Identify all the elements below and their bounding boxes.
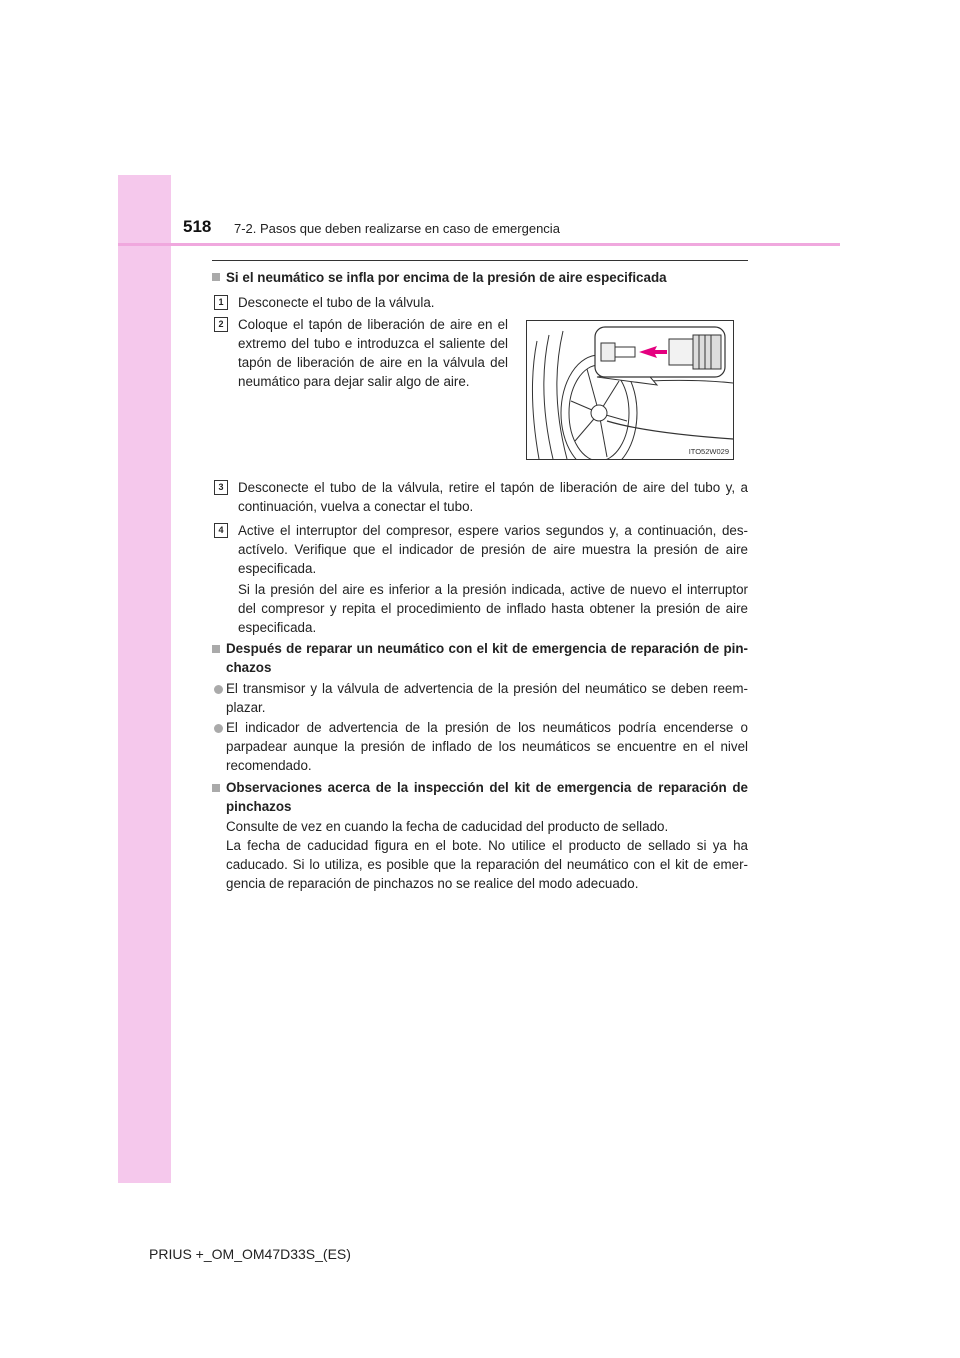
header-rule xyxy=(118,243,840,246)
section2-bullet-2: El indicador de advertencia de la presión de los neumáticos podría encenderse o parpadear aunque la presión de inflado de los neumáticos se encuentre en el nivel recomendado. xyxy=(226,720,748,773)
section2-bullet-1: El transmisor y la válvula de advertencia de la presión del neumático se deben reem- plazar. xyxy=(226,681,748,715)
step-number-4: 4 xyxy=(214,523,228,538)
page-number: 518 xyxy=(183,217,212,236)
section3-body: Consulte de vez en cuando la fecha de caducidad del producto de sellado. La fecha de caducidad figura en el bote. No utilice el producto de sellado si ya ha caducado. Si lo utiliza, es posible que la reparación del neumático con el kit de emer- gencia de reparación de pinchazos no se realice del modo adecuado. xyxy=(226,819,748,891)
tire-valve-drawing xyxy=(527,321,733,459)
section1-heading: Si el neumático se infla por encima de la presión de aire especificada xyxy=(212,268,667,287)
section-title: 7-2. Pasos que deben realizarse en caso de emergencia xyxy=(234,221,560,236)
step-number-1: 1 xyxy=(214,295,228,310)
section3-heading: Observaciones acerca de la inspección del kit de emergencia de reparación de pinchazos xyxy=(226,780,748,814)
section2-heading: Después de reparar un neumático con el kit de emergencia de reparación de pin- chazos xyxy=(226,641,748,675)
step-2-text: Coloque el tapón de liberación de aire en el extremo del tubo e introduzca el saliente del tapón de liberación de aire en la válvula del neumático para dejar salir algo de aire. xyxy=(238,317,508,389)
step-1-text: Desconecte el tubo de la válvula. xyxy=(238,295,435,310)
document-code: PRIUS +_OM_OM47D33S_(ES) xyxy=(149,1246,351,1262)
step-number-2: 2 xyxy=(214,317,228,332)
square-bullet-icon xyxy=(212,645,220,653)
square-bullet-icon xyxy=(212,273,220,281)
round-bullet-icon xyxy=(214,685,223,694)
step-4-note: Si la presión del aire es inferior a la presión indicada, active de nuevo el interruptor del compresor y repita el procedimiento de inflado hasta obtener la presión de aire especificada. xyxy=(238,582,748,635)
valve-illustration xyxy=(526,320,734,460)
step-4-text: Active el interruptor del compresor, espere varios segundos y, a continuación, des- actívelo. Verifique que el indicador de presión de aire muestra la presión de aire especificada. xyxy=(238,523,748,576)
round-bullet-icon xyxy=(214,724,223,733)
side-tab-band xyxy=(118,175,171,1183)
square-bullet-icon xyxy=(212,784,220,792)
content-top-rule xyxy=(212,260,748,261)
step-3-text: Desconecte el tubo de la válvula, retire el tapón de liberación de aire del tubo y, a continuación, vuelva a conectar el tubo. xyxy=(238,480,748,514)
figure-id: ITO52W029 xyxy=(688,447,729,456)
step-number-3: 3 xyxy=(214,480,228,495)
